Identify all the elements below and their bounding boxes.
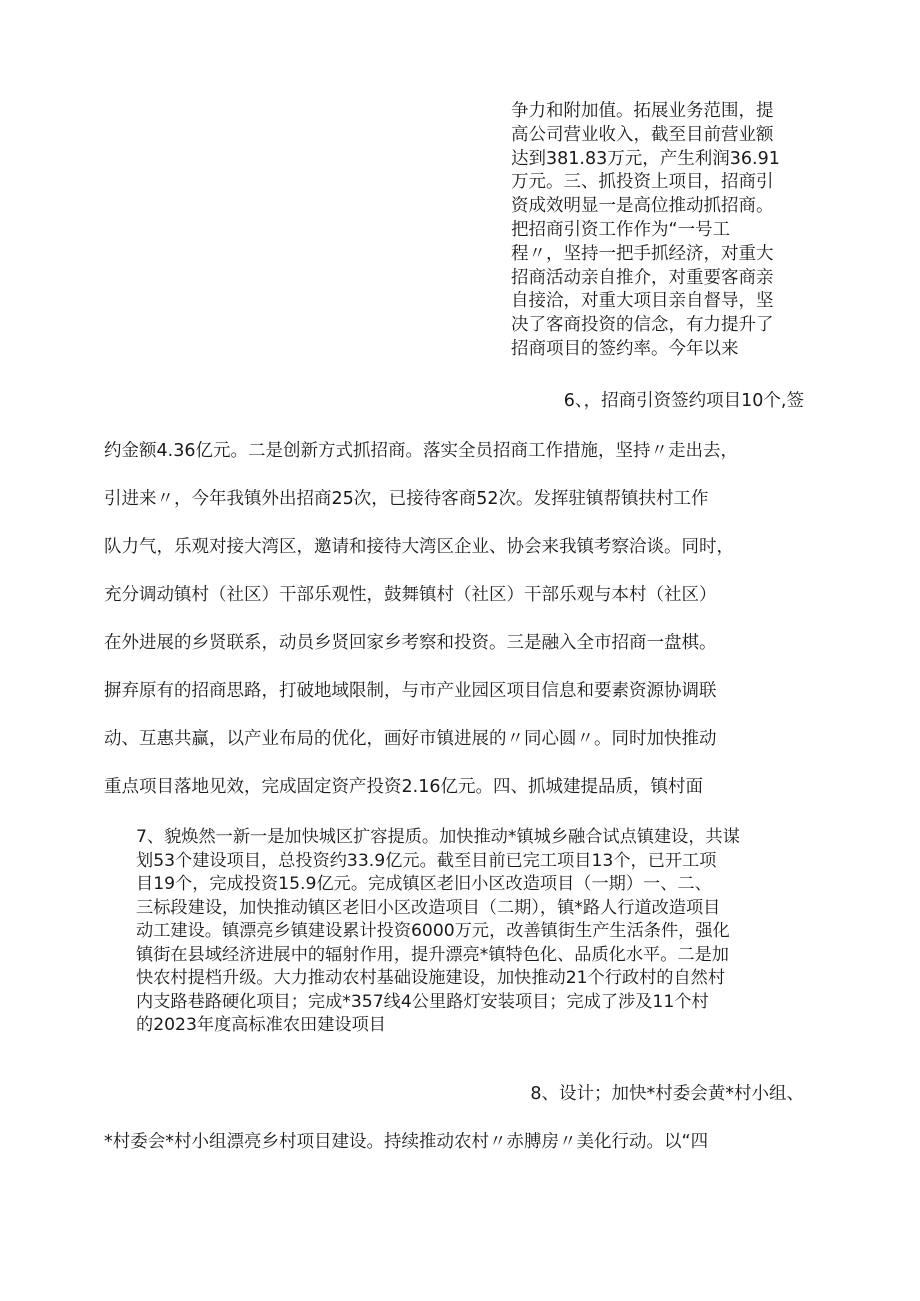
section-6-line: 摒弃原有的招商思路，打破地域限制，与市产业园区项目信息和要素资源协调联	[104, 681, 717, 701]
column-paragraph	[511, 100, 803, 362]
column-line: 自接洽，对重大项目亲自督导，坚	[511, 291, 774, 312]
section-7-line: 动工建设。镇漂亮乡镇建设累计投资6000万元，改善镇街生产生活条件，强化	[136, 921, 730, 941]
section-6-line: 充分调动镇村（社区）干部乐观性，鼓舞镇村（社区）干部乐观与本村（社区）	[104, 585, 717, 605]
section-7-line: 目19个，完成投资15.9亿元。完成镇区老旧小区改造项目（一期）一、二、	[136, 874, 712, 894]
section-7-line: 内支路巷路硬化项目；完成*357线4公里路灯安装项目；完成了涉及11个村	[136, 991, 709, 1012]
section-6-line: 重点项目落地见效，完成固定资产投资2.16亿元。四、抓城建提品质，镇村面	[104, 777, 703, 797]
column-line: 把招商引资工作作为“一号工	[511, 219, 731, 240]
section-7-line: 镇街在县域经济进展中的辐射作用，提升漂亮*镇特色化、品质化水平。二是加	[136, 944, 729, 965]
column-line: 决了客商投资的信念，有力提升了	[511, 315, 774, 336]
column-line: 达到381.83万元，产生利润36.91	[511, 148, 780, 169]
column-line: 程〃，坚持一把手抓经济，对重大	[511, 243, 774, 264]
section-8-line: *村委会*村小组漂亮乡村项目建设。持续推动农村〃赤膊房〃美化行动。以“四	[104, 1132, 709, 1152]
section-7-line: 的2023年度高标准农田建设项目	[136, 1015, 386, 1035]
section-6-line: 队力气，乐观对接大湾区，邀请和接待大湾区企业、协会来我镇考察洽谈。同时，	[104, 537, 734, 557]
section-7-line: 快农村提档升级。大力推动农村基础设施建设，加快推动21个行政村的自然村	[136, 968, 726, 988]
section-6-line: 引进来〃，今年我镇外出招商25次，已接待客商52次。发挥驻镇帮镇扶村工作	[104, 489, 709, 509]
section-8-heading: 8、设计；加快*村委会黄*村小组、	[530, 1084, 804, 1104]
column-line: 万元。三、抓投资上项目，招商引	[511, 172, 774, 193]
section-6-heading: 6、，招商引资签约项目10个,签	[563, 391, 804, 411]
section-6-line: 动、互惠共赢，以产业布局的优化，画好市镇进展的〃同心圆〃。同时加快推动	[104, 729, 717, 749]
section-7-paragraph	[104, 826, 804, 1038]
column-line: 招商活动亲自推介，对重要客商亲	[511, 267, 774, 288]
column-line: 招商项目的签约率。今年以来	[511, 338, 739, 359]
column-line: 争力和附加值。拓展业务范围，提	[511, 101, 774, 121]
section-7-line: 7、貌焕然一新一是加快城区扩容提质。加快推动*镇城乡融合试点镇建设，共谋	[136, 827, 740, 847]
section-7-line: 三标段建设，加快推动镇区老旧小区改造项目（二期），镇*路人行道改造项目	[136, 897, 721, 918]
section-6-line: 约金额4.36亿元。二是创新方式抓招商。落实全员招商工作措施，坚持〃走出去，	[104, 441, 738, 461]
column-line: 资成效明显一是高位推动抓招商。	[511, 196, 774, 217]
section-7-line: 划53个建设项目，总投资约33.9亿元。截至目前已完工项目13个，已开工项	[136, 850, 717, 871]
section-6-line: 在外进展的乡贤联系，动员乡贤回家乡考察和投资。三是融入全市招商一盘棋。	[104, 633, 717, 653]
column-line: 高公司营业收入，截至目前营业额	[511, 124, 774, 145]
